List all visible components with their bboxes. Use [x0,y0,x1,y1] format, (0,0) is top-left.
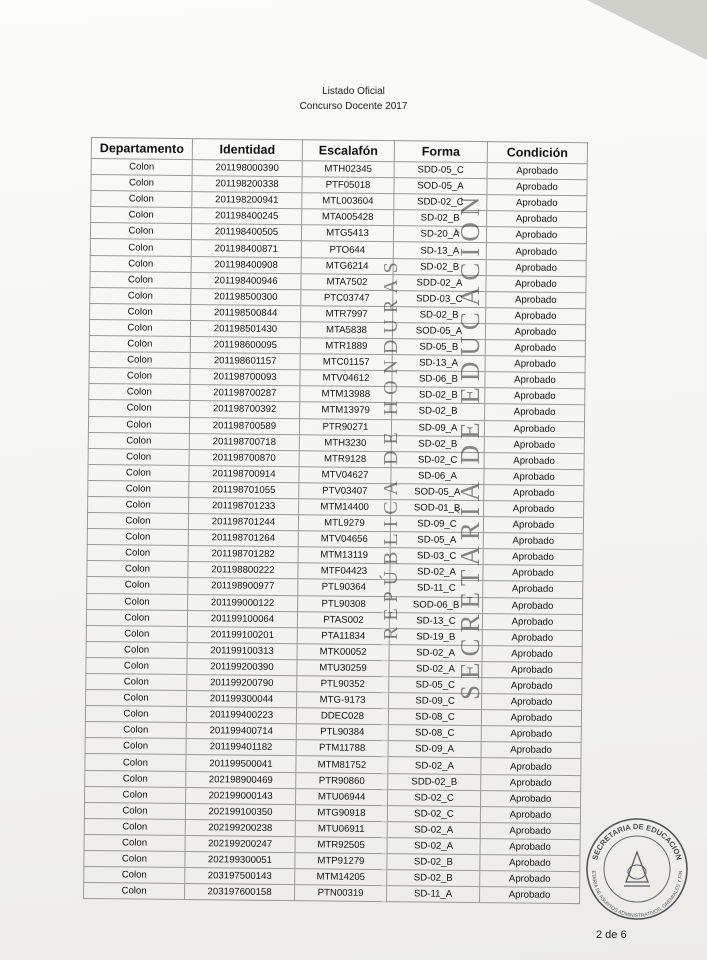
cell-escalafon: MTR92505 [295,837,387,854]
cell-escalafon: MTF04423 [298,563,390,580]
cell-departamento: Colon [86,690,187,707]
cell-escalafon: MTU06911 [295,821,387,838]
cell-departamento: Colon [88,480,189,497]
cell-identidad: 201198400505 [191,224,301,241]
cell-forma: SD-09_A [388,741,481,758]
cell-departamento: Colon [91,191,192,208]
cell-departamento: Colon [88,448,189,465]
cell-forma: SD-02_A [389,661,482,678]
cell-identidad: 203197600158 [185,884,295,901]
cell-departamento: Colon [89,400,190,417]
cell-escalafon: PTO644 [301,241,393,258]
cell-identidad: 201198400908 [191,256,301,273]
cell-forma: SD-05_C [389,677,482,694]
stamp-republica-honduras: REPÚBLICA DE HONDURAS [380,256,402,640]
cell-departamento: Colon [91,159,192,176]
cell-escalafon: PTL90308 [298,595,390,612]
cell-condicion: Aprobado [486,227,586,244]
cell-forma: SD-09_A [391,419,484,436]
cell-escalafon: DDEC028 [296,708,388,725]
cell-identidad: 201198700589 [189,417,299,434]
cell-departamento: Colon [90,271,191,288]
cell-escalafon: MTP91279 [295,853,387,870]
cell-escalafon: PTL90384 [296,724,388,741]
cell-condicion: Aprobado [480,806,580,823]
cell-forma: SOD-01_B [391,500,484,517]
cell-condicion: Aprobado [486,291,586,308]
cell-forma: SD-02_C [391,451,484,468]
cell-identidad: 201199400714 [186,723,296,740]
cell-identidad: 201199100313 [187,642,297,659]
cell-forma: SD-06_B [392,371,485,388]
cell-condicion: Aprobado [483,517,583,534]
cell-forma: SOD-05_A [391,484,484,501]
cell-condicion: Aprobado [482,613,582,630]
cell-departamento: Colon [87,545,188,562]
cell-escalafon: PTA11834 [297,627,389,644]
cell-escalafon: PTF05018 [302,177,394,194]
cell-identidad: 203197500143 [185,868,295,885]
cell-escalafon: PTN00319 [295,885,387,902]
cell-departamento: Colon [86,609,187,626]
cell-departamento: Colon [84,883,185,900]
cell-condicion: Aprobado [483,533,583,550]
cell-departamento: Colon [85,786,186,803]
cell-forma: SDD-02_C [394,194,487,211]
cell-condicion: Aprobado [483,581,583,598]
cell-departamento: Colon [88,464,189,481]
cell-escalafon: MTK00052 [297,643,389,660]
cell-identidad: 201198601157 [190,353,300,370]
cell-departamento: Colon [90,303,191,320]
cell-condicion: Aprobado [485,340,585,357]
cell-escalafon: MTC01157 [300,354,392,371]
cell-forma: SD-06_A [391,467,484,484]
cell-forma: SD-11_A [387,886,480,903]
cell-identidad: 201199100201 [187,626,297,643]
cell-departamento: Colon [85,722,186,739]
cell-escalafon: MTV04627 [299,466,391,483]
cell-forma: SD-02_B [393,307,486,324]
cell-forma: SD-05_A [390,532,483,549]
cell-departamento: Colon [85,770,186,787]
cell-identidad: 201198501430 [190,320,300,337]
cell-escalafon: MTM14400 [299,499,391,516]
cell-identidad: 201198900977 [188,578,298,595]
cell-forma: SD-02_B [392,387,485,404]
cell-forma: SD-02_C [387,805,480,822]
cell-departamento: Colon [86,673,187,690]
cell-identidad: 201198400871 [191,240,301,257]
cell-departamento: Colon [87,577,188,594]
cell-escalafon: MTG5413 [301,225,393,242]
cell-departamento: Colon [85,754,186,771]
cell-condicion: Aprobado [484,501,584,518]
page-corner-shadow [587,0,707,60]
cell-identidad: 202199200247 [185,835,295,852]
cell-escalafon: MTM13979 [300,402,392,419]
cell-condicion: Aprobado [484,485,584,502]
cell-identidad: 201198700914 [189,465,299,482]
cell-forma: SD-05_B [392,339,485,356]
cell-departamento: Colon [86,641,187,658]
cell-identidad: 201198700287 [190,385,300,402]
cell-departamento: Colon [90,255,191,272]
cell-escalafon: MTG6214 [301,257,393,274]
cell-identidad: 201199400223 [186,707,296,724]
cell-forma: SDD-02_A [393,274,486,291]
cell-condicion: Aprobado [484,436,584,453]
cell-identidad: 201198701233 [189,498,299,515]
cell-identidad: 201198700392 [190,401,300,418]
cell-condicion: Aprobado [483,597,583,614]
cell-forma: SD-03_C [390,548,483,565]
cell-escalafon: MTM81752 [296,756,388,773]
cell-forma: SD-19_B [389,628,482,645]
cell-condicion: Aprobado [483,549,583,566]
cell-condicion: Aprobado [485,388,585,405]
cell-identidad: 201199100064 [187,610,297,627]
cell-condicion: Aprobado [485,404,585,421]
cell-escalafon: MTH02345 [302,161,394,178]
cell-escalafon: PTV03407 [299,483,391,500]
official-seal [582,812,692,922]
cell-forma: SD-08_C [388,709,481,726]
cell-condicion: Aprobado [482,694,582,711]
cell-condicion: Aprobado [487,211,587,228]
cell-identidad: 201198600095 [190,337,300,354]
seal-bottom-text: ETARIA DE ASUNTOS ADMINISTRATIVOS, GREMIALES Y FIN [589,870,685,920]
cell-escalafon: MTV04656 [298,531,390,548]
cell-identidad: 201199000122 [188,594,298,611]
cell-departamento: Colon [90,223,191,240]
cell-escalafon: PTR90271 [299,418,391,435]
cell-escalafon: MTU06944 [296,788,388,805]
cell-condicion: Aprobado [483,565,583,582]
cell-identidad: 201198700718 [189,433,299,450]
column-header-forma: Forma [394,141,487,163]
cell-forma: SD-02_A [387,821,480,838]
svg-text:SECRETARIA DE EDUCACION [590,822,683,861]
cell-departamento: Colon [86,625,187,642]
cell-departamento: Colon [86,657,187,674]
cell-identidad: 201198700093 [190,369,300,386]
cell-identidad: 202199300051 [185,852,295,869]
cell-departamento: Colon [90,239,191,256]
cell-identidad: 202199100350 [185,803,295,820]
cell-escalafon: MTM13119 [298,547,390,564]
cell-escalafon: MTM13988 [300,386,392,403]
cell-condicion: Aprobado [485,324,585,341]
cell-escalafon: PTC03747 [301,289,393,306]
cell-forma: SD-13_A [393,242,486,259]
cell-escalafon: MTU30259 [297,660,389,677]
cell-departamento: Colon [89,368,190,385]
cell-forma: SOD-06_B [390,596,483,613]
cell-identidad: 201198500844 [191,304,301,321]
cell-identidad: 202198900469 [186,771,296,788]
cell-identidad: 201199300044 [187,691,297,708]
cell-forma: SD-13_C [389,612,482,629]
cell-condicion: Aprobado [480,887,580,904]
cell-condicion: Aprobado [484,468,584,485]
cell-identidad: 201198200338 [192,176,302,193]
cell-identidad: 202199000143 [186,787,296,804]
cell-departamento: Colon [91,207,192,224]
cell-identidad: 201199401182 [186,739,296,756]
cell-escalafon: MTM14205 [295,869,387,886]
cell-identidad: 201198700870 [189,449,299,466]
cell-condicion: Aprobado [480,871,580,888]
seal-emblem-icon [624,852,650,886]
cell-condicion: Aprobado [485,356,585,373]
cell-identidad: 202199200238 [185,819,295,836]
cell-escalafon: MTL003604 [302,193,394,210]
cell-condicion: Aprobado [481,790,581,807]
column-header-condicion: Condición [487,142,587,164]
cell-escalafon: MTR7997 [301,306,393,323]
cell-forma: SDD-03_C [393,290,486,307]
cell-escalafon: MTR9128 [299,450,391,467]
stamp-secretaria-educacion: SECRETARÍA DE EDUCACIÓN [455,190,485,700]
cell-condicion: Aprobado [487,195,587,212]
column-header-departamento: Departamento [91,138,192,160]
cell-condicion: Aprobado [480,855,580,872]
cell-condicion: Aprobado [482,645,582,662]
cell-departamento: Colon [84,850,185,867]
cell-identidad: 201199500041 [186,755,296,772]
cell-condicion: Aprobado [486,275,586,292]
cell-condicion: Aprobado [486,243,586,260]
cell-forma: SOD-05_A [392,323,485,340]
cell-condicion: Aprobado [486,307,586,324]
cell-forma: SDD-05_C [394,162,487,179]
cell-escalafon: MTV04612 [300,370,392,387]
cell-forma: SD-02_B [387,870,480,887]
cell-forma: SD-02_B [394,210,487,227]
cell-forma: SD-13_A [392,355,485,372]
cell-condicion: Aprobado [481,742,581,759]
cell-departamento: Colon [88,432,189,449]
cell-condicion: Aprobado [481,710,581,727]
cell-departamento: Colon [87,561,188,578]
cell-departamento: Colon [87,593,188,610]
cell-forma: SD-02_B [392,403,485,420]
cell-escalafon: PTR90860 [296,772,388,789]
cell-departamento: Colon [89,336,190,353]
document-title: Listado Oficial [322,86,385,97]
cell-identidad: 201199200390 [187,658,297,675]
cell-forma: SD-02_A [389,644,482,661]
cell-condicion: Aprobado [480,822,580,839]
cell-condicion: Aprobado [484,452,584,469]
cell-identidad: 201198701244 [188,514,298,531]
cell-escalafon: MTA7502 [301,273,393,290]
cell-identidad: 201198200941 [192,192,302,209]
cell-forma: SD-02_A [390,564,483,581]
cell-identidad: 201198701264 [188,530,298,547]
document-subtitle: Concurso Docente 2017 [299,101,408,112]
cell-forma: SD-02_B [387,854,480,871]
cell-identidad: 201199200790 [187,675,297,692]
cell-departamento: Colon [85,706,186,723]
cell-condicion: Aprobado [482,678,582,695]
cell-escalafon: MTA5838 [300,322,392,339]
cell-escalafon: PTAS002 [297,611,389,628]
cell-forma: SD-20_A [393,226,486,243]
cell-condicion: Aprobado [481,726,581,743]
cell-identidad: 201198701055 [189,481,299,498]
page-number: 2 de 6 [596,929,627,941]
cell-identidad: 201198400946 [191,272,301,289]
cell-escalafon: PTL90352 [297,676,389,693]
cell-escalafon: MTR1889 [300,338,392,355]
cell-forma: SDD-02_B [388,773,481,790]
cell-condicion: Aprobado [482,662,582,679]
cell-forma: SD-02_A [388,757,481,774]
cell-forma: SD-02_B [391,435,484,452]
cell-departamento: Colon [88,496,189,513]
cell-escalafon: MTG90918 [295,804,387,821]
cell-escalafon: MTG-9173 [297,692,389,709]
cell-forma: SD-11_C [390,580,483,597]
cell-escalafon: MTH3230 [299,434,391,451]
cell-condicion: Aprobado [486,259,586,276]
cell-departamento: Colon [87,529,188,546]
cell-condicion: Aprobado [485,372,585,389]
cell-departamento: Colon [85,738,186,755]
results-table [83,137,588,904]
cell-identidad: 201198000390 [192,160,302,177]
cell-forma: SD-02_B [393,258,486,275]
cell-condicion: Aprobado [487,179,587,196]
cell-condicion: Aprobado [481,774,581,791]
cell-escalafon: MTA005428 [302,209,394,226]
seal-top-text: SECRETARIA DE EDUCACION [590,821,684,862]
cell-escalafon: PTM11788 [296,740,388,757]
column-header-escalafon: Escalafón [302,140,394,162]
cell-identidad: 201198701282 [188,546,298,563]
cell-departamento: Colon [89,352,190,369]
cell-forma: SD-08_C [388,725,481,742]
cell-condicion: Aprobado [480,839,580,856]
cell-forma: SD-02_C [388,789,481,806]
cell-departamento: Colon [84,818,185,835]
cell-departamento: Colon [89,319,190,336]
cell-departamento: Colon [84,867,185,884]
cell-identidad: 201198800222 [188,562,298,579]
cell-forma: SD-09_C [390,516,483,533]
cell-escalafon: PTL90364 [298,579,390,596]
cell-forma: SD-09_C [389,693,482,710]
cell-forma: SD-02_A [387,838,480,855]
cell-identidad: 201198500300 [191,288,301,305]
cell-departamento: Colon [90,287,191,304]
cell-condicion: Aprobado [482,629,582,646]
cell-departamento: Colon [88,416,189,433]
cell-forma: SOD-05_A [394,178,487,195]
cell-departamento: Colon [91,175,192,192]
cell-identidad: 201198400245 [192,208,302,225]
cell-departamento: Colon [84,802,185,819]
cell-condicion: Aprobado [481,758,581,775]
cell-escalafon: MTL9279 [298,515,390,532]
cell-departamento: Colon [87,513,188,530]
cell-condicion: Aprobado [487,163,587,180]
column-header-identidad: Identidad [192,139,302,161]
cell-departamento: Colon [84,834,185,851]
cell-departamento: Colon [89,384,190,401]
cell-condicion: Aprobado [484,420,584,437]
